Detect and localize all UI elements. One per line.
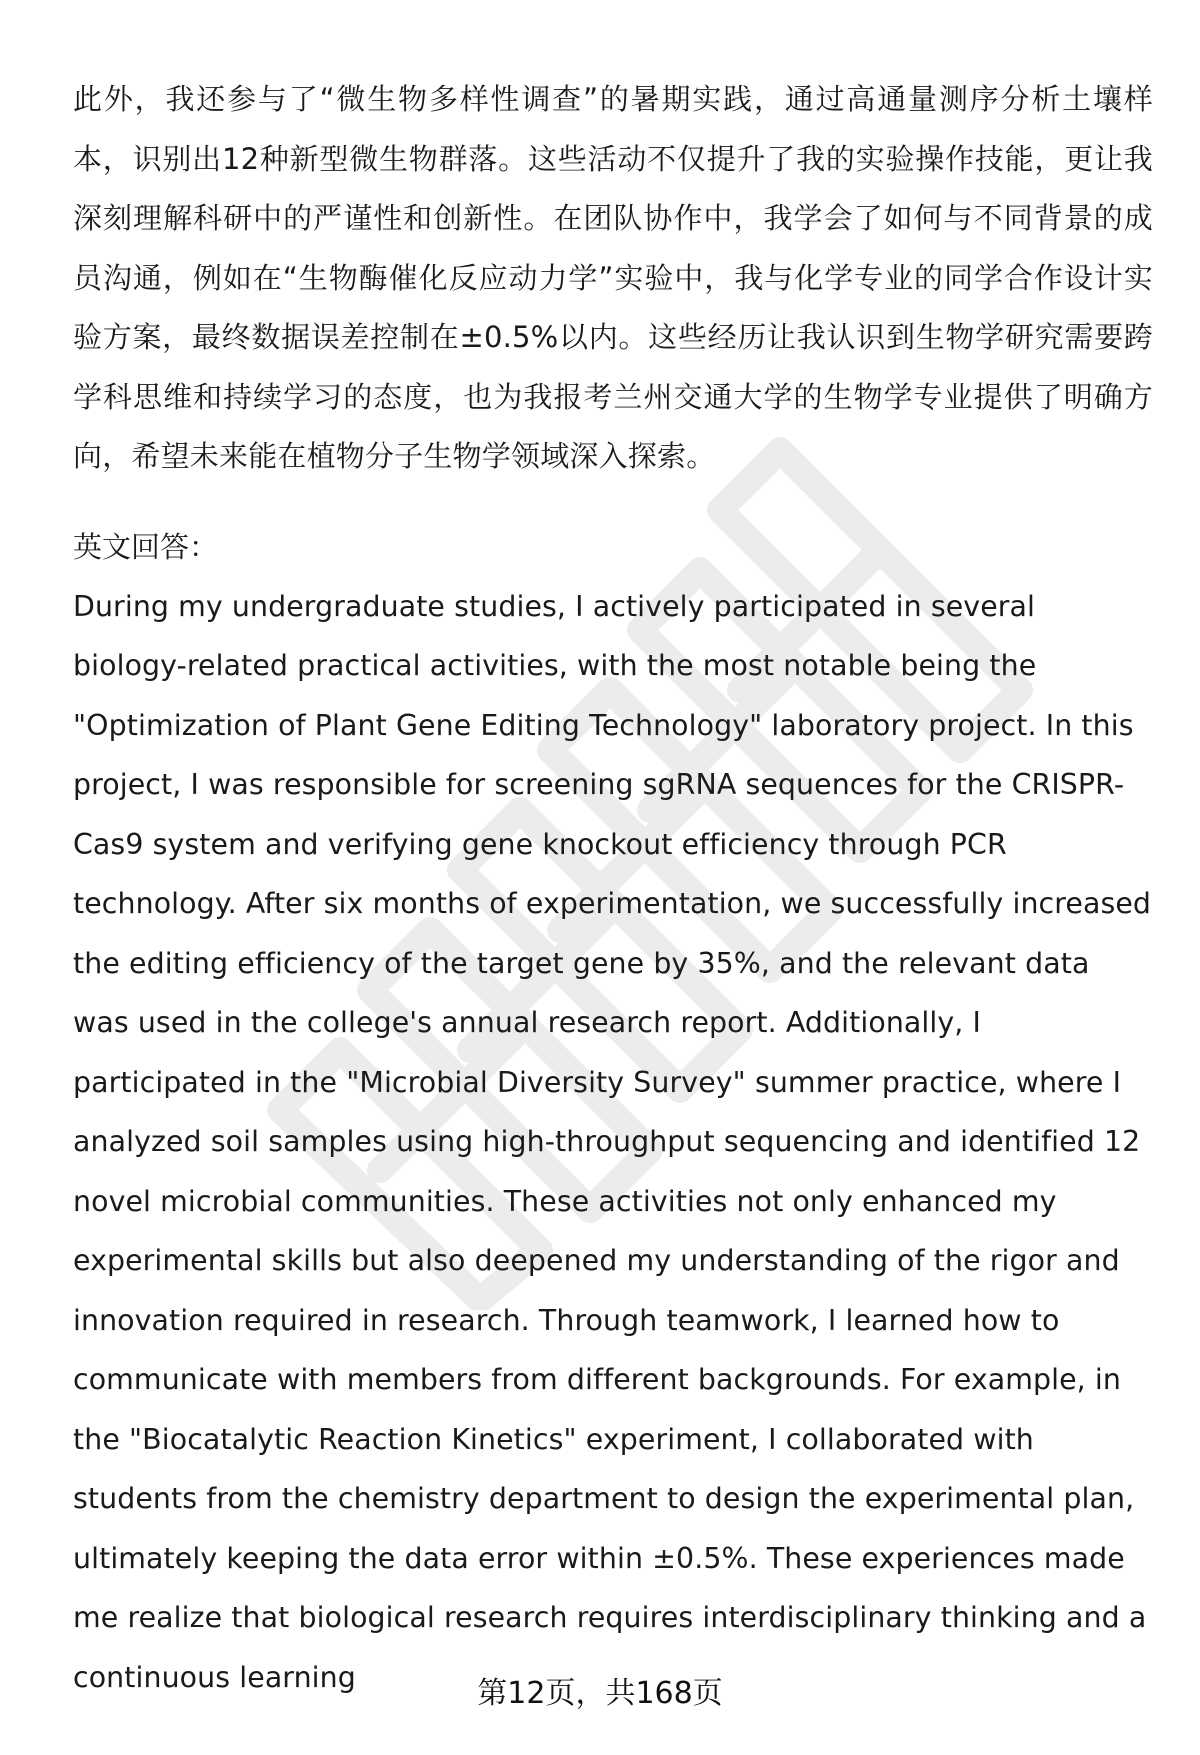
chinese-paragraph: 此外，我还参与了“微生物多样性调查”的暑期实践，通过高通量测序分析土壤样本，识别出12种新型微生物群落。这些活动不仅提升了我的实验操作技能，更让我深刻理解科研中的严谨性和创新性。在团队协作中，我学会了如何与不同背景的成员沟通，例如在“生物酶催化反应动力学”实验中，我与化学专业的同学合作设计实验方案，最终数据误差控制在±0.5%以内。这些经历让我认识到生物学研究需要跨学科思维和持续学习的态度，也为我报考兰州交通大学的生物学专业提供了明确方向，希望未来能在植物分子生物学领域深入探索。 <box>73 82 1153 473</box>
page-number-footer: 第12页，共168页 <box>477 1676 723 1711</box>
english-answer-label: 英文回答： <box>73 529 219 564</box>
document-body <box>73 70 1153 1707</box>
english-paragraph: During my undergraduate studies, I actively participated in several biology-related practical activities, with the most notable being the "Optimization of Plant Gene Editing Technology" laboratory project. In this project, I was responsible for screening sgRNA sequences for the CRISPR-Cas9 system and verifying gene knockout efficiency through PCR technology. After six months of experimentation, we successfully increased the editing efficiency of the target gene by 35%, and the relevant data was used in the college's annual research report. Additionally, I participated in the "Microbial Diversity Survey" summer practice, where I analyzed soil samples using high-throughput sequencing and identified 12 novel microbial communities. These activities not only enhanced my experimental skills but also deepened my understanding of the rigor and innovation required in research. Through teamwork, I learned how to communicate with members from different backgrounds. For example, in the "Biocatalytic Reaction Kinetics" experiment, I collaborated with students from the chemistry department to design the experimental plan, ultimately keeping the data error within ±0.5%. These experiences made me realize that biological research requires interdisciplinary thinking and a continuous learning <box>73 589 1152 1694</box>
